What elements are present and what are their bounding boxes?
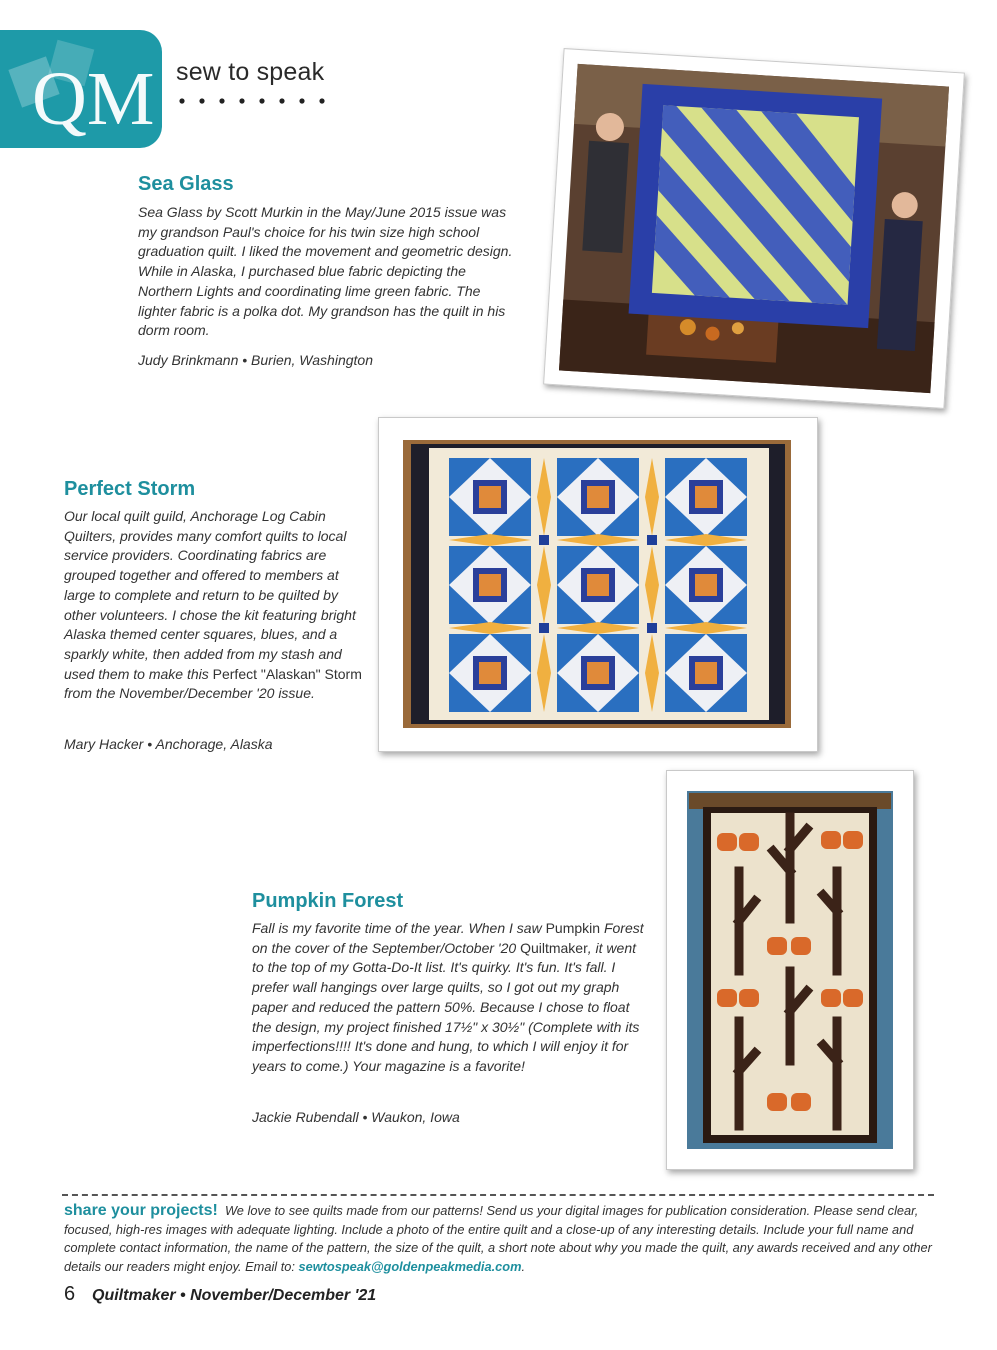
article-body-perfect-storm [64,507,362,704]
byline-perfect-storm: Mary Hacker • Anchorage, Alaska [64,736,273,752]
page-number: 6 [64,1283,76,1305]
email-link[interactable]: sewtospeak@goldenpeakmedia.com [298,1258,522,1274]
pumpkin-forest-quilt-photo [667,771,913,1169]
qm-logo [0,30,162,148]
body-text: Our local quilt guild, Anchorage Log Cabin Quilters, provides many comfort quilts to local service providers. Coordinating fabrics are grouped together and offered to members at large to complete and return to be quilted by other volunteers. I chose the kit featuring bright Alaska themed center squares, blues, and a sparkly white, then added from my stash and used them to make this [64,508,356,682]
article-title-pumpkin-forest: Pumpkin Forest [252,890,404,912]
byline-pumpkin-forest: Jackie Rubendall • Waukon, Iowa [252,1109,460,1125]
photo-perfect-storm [378,417,818,752]
magazine-name: Quiltmaker [520,939,588,956]
body-text: Sea Glass by Scott Murkin in the May/June 2015 issue was my grandson Paul's choice for his twin size high school graduation quilt. I liked the movement and geometric design. While in Alaska, I purchased blue fabric depicting the Northern Lights and coordinating lime green fabric. The lighter fabric is a polka dot. My grandson has the quilt in his dorm room. [138,204,513,339]
sea-glass-quilt-photo [544,49,964,408]
body-text: Fall is my favorite time of the year. When I saw [252,920,546,936]
section-label: sew to speak [176,58,325,86]
photo-pumpkin-forest [666,770,914,1170]
byline-sea-glass: Judy Brinkmann • Burien, Washington [138,352,373,368]
qm-logo-mark [0,30,154,142]
pattern-name: Perfect "Alaskan" Storm [212,665,362,682]
body-text: on the cover of the September/October '20 [252,939,521,956]
share-heading: share your projects! [64,1202,218,1219]
article-body-sea-glass [138,203,518,341]
logo-text: QM [32,57,154,141]
perfect-storm-quilt-photo [379,418,817,751]
article-title-sea-glass: Sea Glass [138,173,234,195]
share-your-projects [64,1202,934,1276]
photo-sea-glass [543,48,965,409]
email-suffix: . [521,1258,526,1274]
dashed-divider [62,1194,934,1196]
pattern-name: Pumpkin [545,920,601,936]
publication-line: Quiltmaker • November/December '21 [92,1287,377,1304]
article-body-pumpkin-forest [252,919,647,1077]
pattern-name-cont: Forest [603,920,644,936]
body-text: , it went to the top of my Gotta-Do-It list. It's quirky. It's fun. It's fall. I prefer wall hangings over large quilts, so I got out my graph paper and reduced the pattern 50%. Because I chose to float the design, my project finished 17½" x 30½" (Complete with its imperfections!!!! It's done and hung, to which I will enjoy it for years to come.) Your magazine is a favorite! [252,939,640,1074]
body-text: from the November/December '20 issue. [64,685,315,702]
share-text: We love to see quilts made from our patterns! Send us your digital images for publication consideration. Please send clear, focused, high-res images with adequate lighting. Include a photo of the entire quilt and a close-up of any interesting details. Include your full name and complete contact information, the name of the pattern, the size of the quilt, a short note about why you made the quilt, any awards received and any other details our readers might enjoy. Email to: [64,1203,932,1274]
dot-rule [178,96,328,106]
article-title-perfect-storm: Perfect Storm [64,478,196,500]
